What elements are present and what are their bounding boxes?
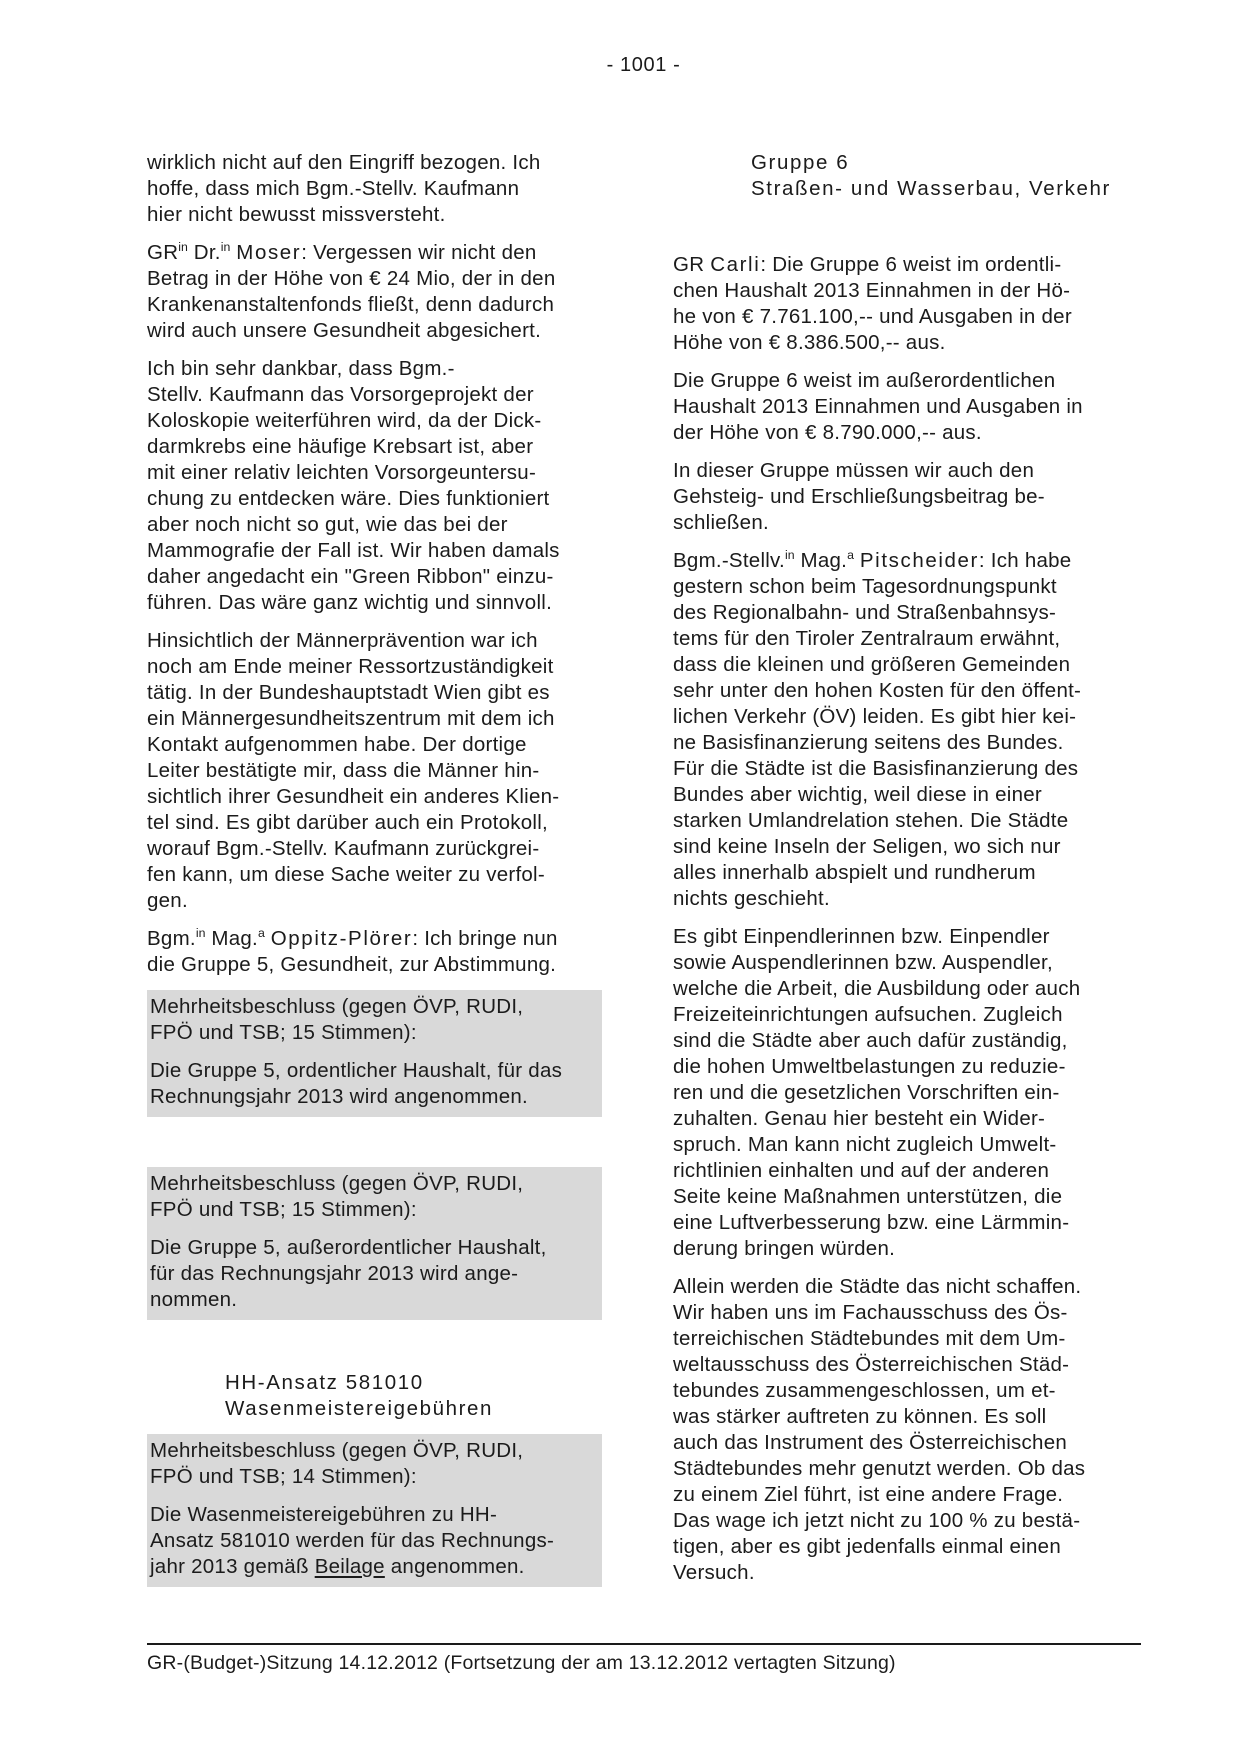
decision-paragraph: Mehrheitsbeschluss (gegen ÖVP, RUDI, FPÖ und TSB; 15 Stimmen): (150, 995, 524, 1044)
paragraph: $GR^{in}$ Dr.$^{in}$ Moser: Vergessen wir nicht den Betrag in der Höhe von € 24 Mio, der in den Krankenanstaltenfonds fließt, denn dadurch wird auch unsere Gesundheit abgesichert. (147, 240, 556, 342)
section-heading: HH-Ansatz 581010 Wasenmeistereigebühren (225, 1371, 494, 1420)
paragraph: Bgm.$^{in}$ Mag.$^a$ Oppitz-Plörer: Ich bringe nun die Gruppe 5, Gesundheit, zur Abstimmung. (147, 926, 558, 976)
paragraph: Bgm.-Stellv.$^{in}$ Mag.$^a$ Pitscheider: Ich habe gestern schon beim Tagesordnungspunkt des Regionalbahn- und Straßenbahnsys- tems für den Tiroler Zentralraum erwähnt, dass die kleinen und größeren Gemeinden sehr unter den hohen Kosten für den öffent- lichen Verkehr (ÖV) leiden. Es gibt hier kei- ne Basisfinanzierung seitens des Bundes. Für die Städte ist die Basisfinanzierung des Bundes aber wichtig, weil diese in einer starken Umlandrelation stehen. Die Städte sind keine Inseln der Seligen, wo sich nur alles innerhalb abspielt und rundherum nichts geschieht. (673, 548, 1082, 910)
page-number: - 1001 - (606, 54, 681, 76)
page-footer (147, 1643, 1141, 1675)
superscript-suffix: in (220, 240, 231, 255)
paragraph: Es gibt Einpendlerinnen bzw. Einpendler sowie Auspendlerinnen bzw. Auspendler, welche die Arbeit, die Ausbildung oder auch Freizeiteinrichtungen aufsuchen. Zugleich sind die Städte aber auch dafür zuständig, die hohen Umweltbelastungen zu reduzie- ren und die gesetzlichen Vorschriften ein- zuhalten. Genau hier besteht ein Wider- spruch. Man kann nicht zugleich Umwelt- richtlinien einhalten und auf der anderen Seite keine Maßnahmen unterstützen, die eine Luftverbesserung bzw. eine Lärmmin- derung bringen würden. (673, 925, 1081, 1260)
superscript-suffix: in (784, 548, 795, 563)
left-column (147, 150, 602, 1599)
superscript-suffix: a (257, 926, 265, 941)
decision-box (147, 1167, 602, 1320)
speaker-name: Oppitz-Plörer (270, 927, 413, 950)
decision-paragraph: Die Gruppe 5, außerordentlicher Haushalt, für das Rechnungsjahr 2013 wird ange- nommen. (150, 1236, 547, 1311)
superscript-suffix: in (195, 926, 206, 941)
paragraph: Die Gruppe 6 weist im außerordentlichen Haushalt 2013 Einnahmen und Ausgaben in der Höhe von € 8.790.000,-- aus. (673, 369, 1083, 444)
footer-text: GR-(Budget-)Sitzung 14.12.2012 (Fortsetzung der am 13.12.2012 vertagten Sitzung) (147, 1652, 896, 1674)
decision-paragraph: Die Gruppe 5, ordentlicher Haushalt, für das Rechnungsjahr 2013 wird angenommen. (150, 1059, 563, 1108)
paragraph: GR Carli: Die Gruppe 6 weist im ordentli- chen Haushalt 2013 Einnahmen in der Hö- he von € 7.761.100,-- und Ausgaben in der Höhe von € 8.386.500,-- aus. (673, 253, 1072, 354)
right-column (673, 150, 1135, 1598)
decision-box (147, 990, 602, 1117)
paragraph: In dieser Gruppe müssen wir auch den Gehsteig- und Erschließungsbeitrag be- schließen. (673, 459, 1045, 534)
paragraph: Allein werden die Städte das nicht schaffen. Wir haben uns im Fachausschuss des Ös- terreichischen Städtebundes mit dem Um- weltausschuss des Österreichischen Städ- tebundes zusammengeschlossen, um et- was stärker auftreten zu können. Es soll auch das Instrument des Österreichischen Städtebundes mehr genutzt werden. Ob das zu einem Ziel führt, ist eine andere Frage. Das wage ich jetzt nicht zu 100 % zu bestä- tigen, aber es gibt jedenfalls einmal einen Versuch. (673, 1275, 1086, 1584)
paragraph: wirklich nicht auf den Eingriff bezogen. Ich hoffe, dass mich Bgm.-Stellv. Kaufmann hier nicht bewusst missversteht. (147, 151, 541, 226)
underlined-reference: Beilage (314, 1555, 385, 1578)
decision-paragraph: Mehrheitsbeschluss (gegen ÖVP, RUDI, FPÖ und TSB; 14 Stimmen): (150, 1439, 524, 1488)
section-heading: Gruppe 6 Straßen- und Wasserbau, Verkehr (751, 151, 1111, 200)
speaker-name: Pitscheider (859, 549, 979, 572)
decision-paragraph: Die Wasenmeistereigebühren zu HH- Ansatz 581010 werden für das Rechnungs- jahr 2013 gemäß Beilage angenommen. (150, 1503, 555, 1578)
paragraph: Hinsichtlich der Männerprävention war ich noch am Ende meiner Ressortzuständigkeit tätig. In der Bundeshauptstadt Wien gibt es ein Männergesundheitszentrum mit dem ich Kontakt aufgenommen habe. Der dortige Leiter bestätigte mir, dass die Männer hin- sichtlich ihrer Gesundheit ein anderes Klien- tel sind. Es gibt darüber auch ein Protokoll, worauf Bgm.-Stellv. Kaufmann zurückgrei- fen kann, um diese Sache weiter zu verfol- gen. (147, 629, 560, 912)
paragraph: Ich bin sehr dankbar, dass Bgm.- Stellv. Kaufmann das Vorsorgeprojekt der Koloskopie weiterführen wird, da der Dick- darmkrebs eine häufige Krebsart ist, aber mit einer relativ leichten Vorsorgeuntersu- chung zu entdecken wäre. Dies funktioniert aber noch nicht so gut, wie das bei der Mammografie der Fall ist. Wir haben damals daher angedacht ein "Green Ribbon" einzu- führen. Das wäre ganz wichtig und sinnvoll. (147, 357, 560, 614)
speaker-name: Carli (710, 253, 761, 276)
speaker-name: Moser (236, 241, 302, 264)
superscript-suffix: a (847, 548, 854, 563)
decision-box (147, 1434, 602, 1587)
superscript-suffix: in (178, 240, 188, 255)
decision-paragraph: Mehrheitsbeschluss (gegen ÖVP, RUDI, FPÖ und TSB; 15 Stimmen): (150, 1172, 524, 1221)
